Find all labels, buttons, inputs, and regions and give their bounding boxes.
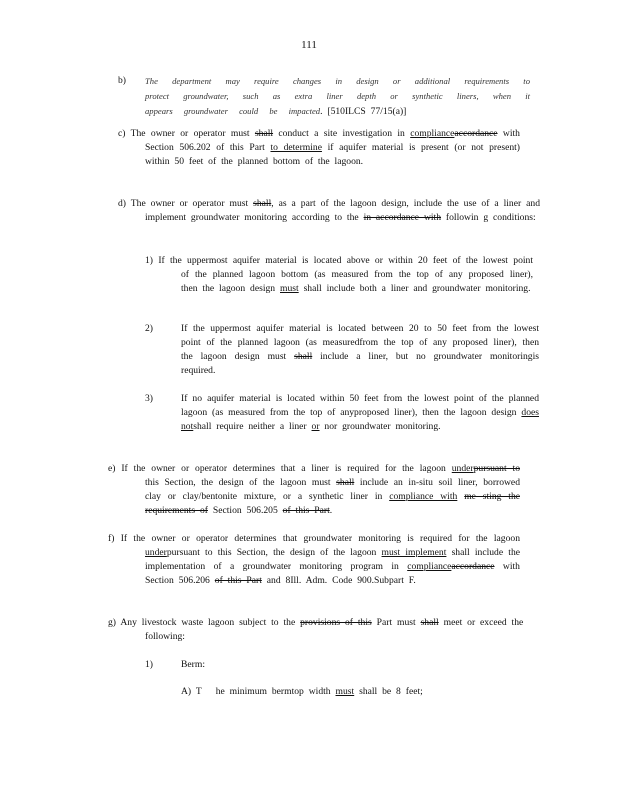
list-item: 3) If no aquifer material is located within 50 feet from the lowest point of the planned lagoon (as measured from the top of anyproposed liner), then the lagoon design does notshall require neither a liner or nor groundwater monitoring.: [145, 393, 539, 432]
paragraph-b-citation: . [510ILCS 77/15(a)]: [320, 106, 407, 117]
subsection-label: Berm:: [181, 659, 205, 670]
paragraph-c: c) The owner or operator must shall conduct a site investigation in complianceaccordance with Section 506.202 of this Part to determine if aquifer material is present (or not present) within 50 feet of the planned bottom of the lagoon.: [118, 128, 520, 167]
paragraph-d: d) The owner or operator must shall, as a part of the lagoon design, include the use of a liner and implement groundwater monitoring according to the in accordance with followin g conditions:: [118, 198, 540, 223]
paragraph-e: e) If the owner or operator determines that a liner is required for the lagoon underpursuant to this Section, the design of the lagoon must shall include an in-situ soil liner, borrowed clay or clay/bentonite mixture, or a synthetic liner in compliance with me sting the requirements of Section 506.205 of this Part.: [108, 463, 520, 516]
paragraph-b-italic: The department may require changes in design or additional requirements to protect groundwater, such as extra liner depth or synthetic liners, when it appears groundwater could be impacted: [145, 76, 530, 116]
paragraph-g: g) Any livestock waste lagoon subject to the provisions of this Part must shall meet or exceed the following:: [108, 617, 524, 642]
paragraph-b: [145, 74, 530, 119]
paragraph-f: f) If the owner or operator determines that groundwater monitoring is required for the lagoon underpursuant to this Section, the design of the lagoon must implement shall include the implementation of a groundwater monitoring program in complianceaccordance with Section 506.206 of this Part and 8Ill. Adm. Code 900.Subpart F.: [108, 533, 521, 586]
page-number: 111: [301, 39, 317, 51]
list-item: 2) If the uppermost aquifer material is located between 20 to 50 feet from the lowest point of the planned lagoon (as measuredfrom the top of any proposed liner), then the lagoon design must shall include a liner, but no groundwater monitoringis required.: [145, 323, 539, 376]
list-item: A) T he minimum bermtop width must shall be 8 feet;: [181, 686, 423, 697]
paragraph-b-label: b): [118, 75, 126, 86]
subsection-number: 1): [145, 659, 153, 670]
list-item: 1) If the uppermost aquifer material is located above or within 20 feet of the lowest point of the planned lagoon bottom (as measured from the top of any proposed liner), then the lagoon design must shall include both a liner and groundwater monitoring.: [145, 255, 533, 294]
